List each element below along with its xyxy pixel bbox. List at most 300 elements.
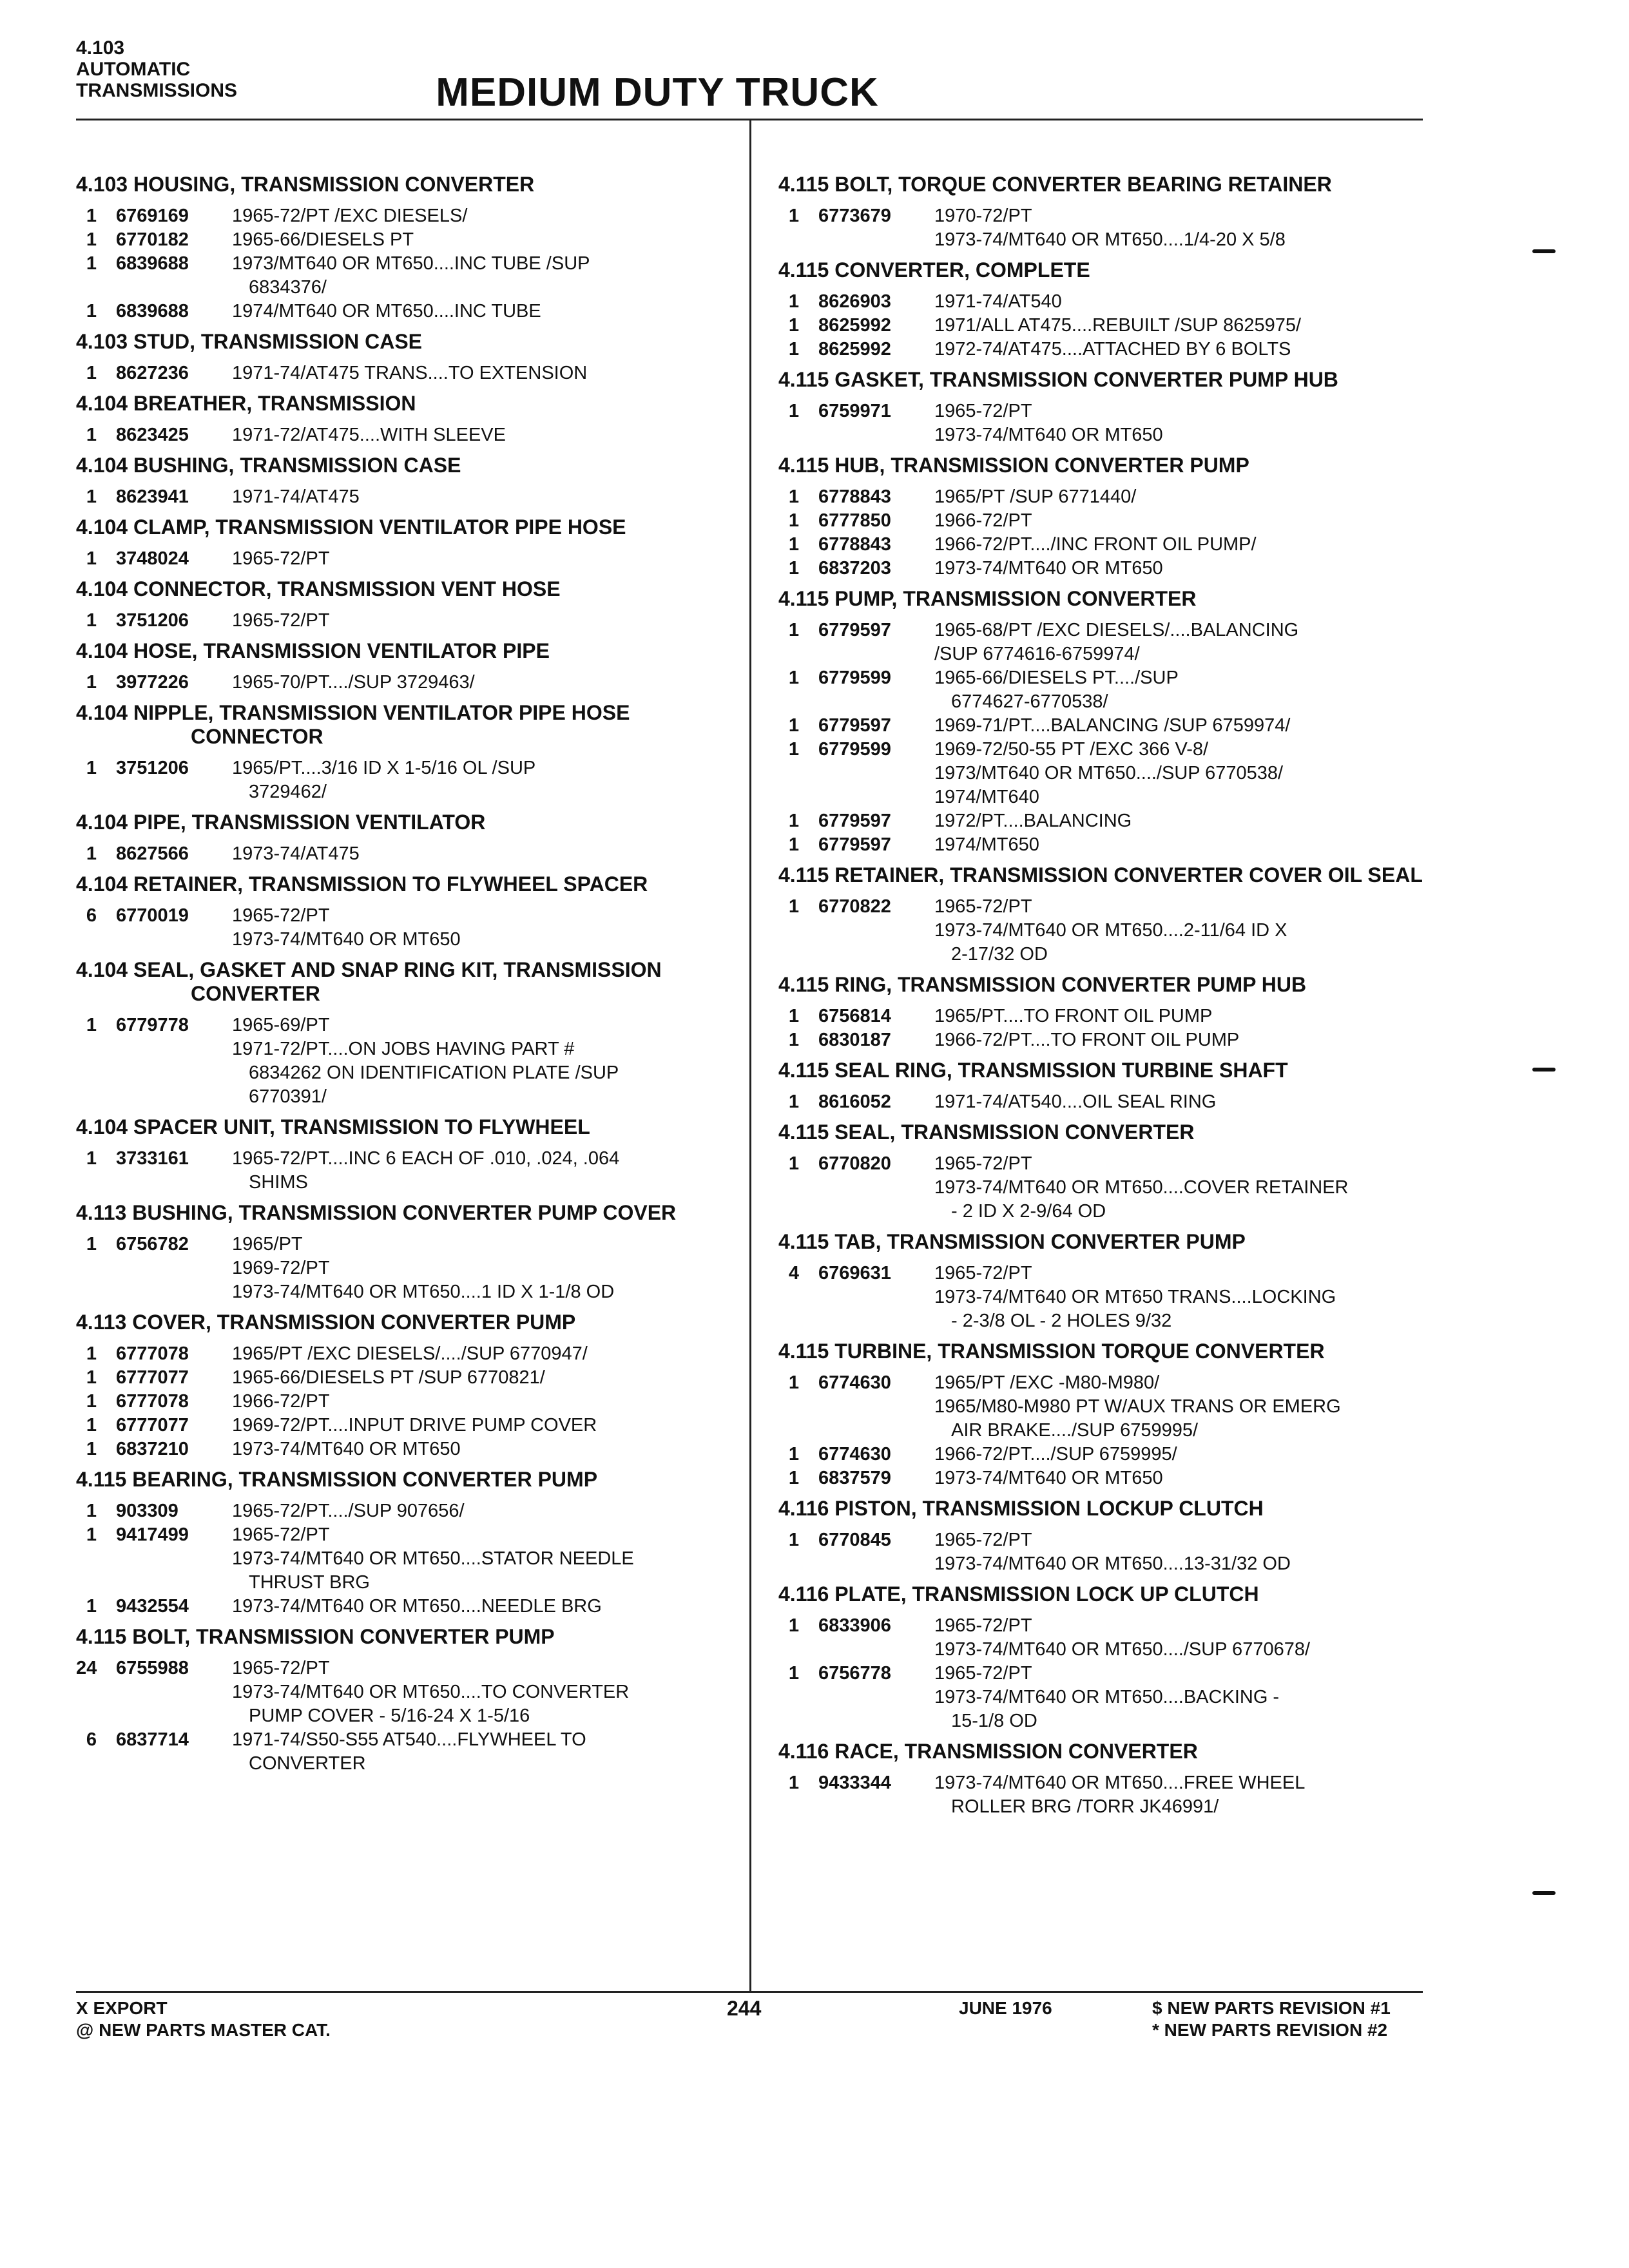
parts-section [76, 639, 746, 695]
parts-row [76, 1366, 746, 1390]
part-description [934, 666, 1449, 714]
description-line: 1972-74/AT475....ATTACHED BY 6 BOLTS [934, 339, 1291, 360]
quantity: 1 [788, 1006, 799, 1026]
part-number: 8623425 [116, 425, 189, 445]
parts-row [778, 557, 1449, 581]
description-line: 1965/PT /EXC -M80-M980/ [934, 1372, 1160, 1393]
section-heading: 4.104 BUSHING, TRANSMISSION CASE [76, 454, 461, 477]
description-line: 1973-74/MT640 OR MT650 [232, 929, 461, 950]
quantity: 1 [788, 206, 799, 226]
parts-section [778, 1340, 1449, 1490]
parts-section [778, 173, 1449, 252]
description-line: 1965-72/PT [934, 401, 1032, 421]
parts-row [778, 399, 1449, 447]
description-line: 1965-72/PT....INC 6 EACH OF .010, .024, .064 [232, 1148, 620, 1169]
description-line: 1971-74/AT540 [934, 291, 1062, 312]
parts-row [778, 809, 1449, 833]
description-line: 1965-72/PT [934, 1663, 1032, 1684]
part-number: 6770019 [116, 905, 189, 926]
quantity: 1 [788, 715, 799, 736]
parts-section [76, 515, 746, 571]
section-heading: 4.116 PLATE, TRANSMISSION LOCK UP CLUTCH [778, 1582, 1259, 1606]
part-number: 6769169 [116, 206, 189, 226]
part-description [232, 228, 746, 252]
description-line: 2-17/32 OD [951, 944, 1048, 965]
part-description [934, 1004, 1449, 1028]
part-description [232, 300, 746, 323]
quantity: 1 [788, 1153, 799, 1174]
parts-list [778, 485, 1449, 581]
quantity: 1 [86, 758, 97, 778]
quantity: 1 [788, 315, 799, 336]
quantity: 1 [788, 834, 799, 855]
quantity: 1 [86, 1015, 97, 1035]
quantity: 1 [788, 291, 799, 312]
part-number: 6837210 [116, 1439, 189, 1459]
parts-section [778, 973, 1449, 1052]
quantity: 1 [788, 1468, 799, 1488]
parts-section [778, 587, 1449, 857]
description-line: 1965-66/DIESELS PT..../SUP [934, 668, 1179, 688]
part-description [232, 1728, 746, 1776]
quantity: 1 [86, 301, 97, 322]
description-line: 1971-74/S50-S55 AT540....FLYWHEEL TO [232, 1729, 586, 1750]
description-line: 1965-66/DIESELS PT /SUP 6770821/ [232, 1367, 545, 1388]
part-number: 6755988 [116, 1658, 189, 1678]
part-description [934, 533, 1449, 557]
part-description [934, 895, 1449, 966]
parts-row [778, 714, 1449, 738]
description-line: 1965/PT....TO FRONT OIL PUMP [934, 1006, 1213, 1026]
quantity: 1 [86, 229, 97, 250]
parts-row [778, 1090, 1449, 1114]
part-number: 8627236 [116, 363, 189, 383]
parts-list [778, 895, 1449, 966]
parts-row [76, 252, 746, 300]
parts-row [778, 1443, 1449, 1466]
description-line: 1972/PT....BALANCING [934, 811, 1132, 831]
part-number: 8626903 [818, 291, 891, 312]
parts-row [76, 228, 746, 252]
description-line: 1966-72/PT..../SUP 6759995/ [934, 1444, 1177, 1465]
parts-row [76, 842, 746, 866]
description-line: 1969-72/PT....INPUT DRIVE PUMP COVER [232, 1415, 597, 1436]
part-number: 3733161 [116, 1148, 189, 1169]
description-line: 1974/MT650 [934, 834, 1039, 855]
part-number: 6769631 [818, 1263, 891, 1283]
parts-row [76, 485, 746, 509]
part-number: 6770845 [818, 1530, 891, 1550]
description-line: 1973/MT640 OR MT650..../SUP 6770538/ [934, 763, 1284, 783]
part-description [934, 485, 1449, 509]
description-line: 1966-72/PT....TO FRONT OIL PUMP [934, 1030, 1240, 1050]
section-heading: 4.104 CLAMP, TRANSMISSION VENTILATOR PIPE HOSE [76, 515, 626, 539]
parts-section [76, 872, 746, 952]
section-heading: 4.116 PISTON, TRANSMISSION LOCKUP CLUTCH [778, 1497, 1264, 1520]
parts-row [76, 1014, 746, 1109]
part-description [232, 547, 746, 571]
description-line: - 2-3/8 OL - 2 HOLES 9/32 [951, 1311, 1172, 1331]
part-number: 903309 [116, 1501, 178, 1521]
quantity: 1 [788, 534, 799, 555]
description-line: 1971-72/AT475....WITH SLEEVE [232, 425, 506, 445]
parts-row [778, 1028, 1449, 1052]
parts-section [778, 1120, 1449, 1224]
section-heading: 4.115 SEAL, TRANSMISSION CONVERTER [778, 1120, 1195, 1144]
parts-row [76, 1595, 746, 1619]
quantity: 1 [788, 339, 799, 360]
description-line: 1965-72/PT /EXC DIESELS/ [232, 206, 468, 226]
parts-row [778, 1466, 1449, 1490]
part-number: 6770182 [116, 229, 189, 250]
part-description [934, 1528, 1449, 1576]
section-heading: 4.104 RETAINER, TRANSMISSION TO FLYWHEEL SPACER [76, 872, 648, 896]
description-line: 6774627-6770538/ [951, 691, 1108, 712]
part-number: 6830187 [818, 1030, 891, 1050]
description-line: THRUST BRG [249, 1572, 370, 1593]
part-number: 3751206 [116, 758, 189, 778]
parts-section [76, 1115, 746, 1195]
parts-list [76, 671, 746, 695]
part-number: 6779597 [818, 715, 891, 736]
part-description [232, 485, 746, 509]
parts-row [778, 738, 1449, 809]
parts-list [76, 1233, 746, 1304]
description-line: 1966-72/PT [232, 1391, 330, 1412]
parts-row [778, 1004, 1449, 1028]
description-line: SHIMS [249, 1172, 308, 1193]
section-heading: 4.115 HUB, TRANSMISSION CONVERTER PUMP [778, 454, 1249, 477]
description-line: 1965-68/PT /EXC DIESELS/....BALANCING [934, 620, 1299, 640]
part-description [934, 833, 1449, 857]
quantity: 1 [86, 843, 97, 864]
part-number: 6770820 [818, 1153, 891, 1174]
description-line: 1971-74/AT475 TRANS....TO EXTENSION [232, 363, 588, 383]
section-number: 4.103 [76, 37, 125, 59]
parts-list [778, 1614, 1449, 1733]
legend-new-parts-master: @ NEW PARTS MASTER CAT. [76, 2020, 331, 2040]
quantity: 1 [86, 1343, 97, 1364]
parts-section [778, 258, 1449, 361]
description-line: 1965-72/PT [232, 548, 330, 569]
section-heading: 4.104 NIPPLE, TRANSMISSION VENTILATOR PIPE HOSE CONNECTOR [76, 701, 630, 748]
legend-revision-1: $ NEW PARTS REVISION #1 [1152, 1998, 1391, 2018]
quantity: 1 [788, 896, 799, 917]
part-description [934, 557, 1449, 581]
description-line: 1965-72/PT [232, 1524, 330, 1545]
section-heading: 4.103 HOUSING, TRANSMISSION CONVERTER [76, 173, 535, 196]
part-number: 6774630 [818, 1372, 891, 1393]
part-description [232, 1499, 746, 1523]
parts-row [76, 1147, 746, 1195]
parts-section [778, 1582, 1449, 1733]
parts-list [778, 290, 1449, 361]
quantity: 1 [788, 811, 799, 831]
section-heading: 4.115 SEAL RING, TRANSMISSION TURBINE SHAFT [778, 1059, 1288, 1082]
section-heading: 4.115 CONVERTER, COMPLETE [778, 258, 1090, 282]
part-description [232, 252, 746, 300]
description-line: 6834262 ON IDENTIFICATION PLATE /SUP [249, 1062, 619, 1083]
part-description [934, 399, 1449, 447]
description-line: 1969-72/50-55 PT /EXC 366 V-8/ [934, 739, 1209, 760]
left-column [76, 173, 746, 1782]
parts-section [778, 863, 1449, 966]
page-title: MEDIUM DUTY TRUCK [436, 70, 879, 115]
parts-section [76, 454, 746, 509]
parts-row [778, 1152, 1449, 1224]
part-description [232, 1657, 746, 1728]
part-description [232, 1366, 746, 1390]
part-description [934, 509, 1449, 533]
description-line: 1965-69/PT [232, 1015, 330, 1035]
part-description [934, 1262, 1449, 1333]
description-line: 1974/MT640 OR MT650....INC TUBE [232, 301, 541, 322]
quantity: 6 [86, 1729, 97, 1750]
part-number: 6777850 [818, 510, 891, 531]
parts-row [778, 338, 1449, 361]
quantity: 1 [86, 363, 97, 383]
description-line: 1973-74/MT640 OR MT650 [934, 558, 1163, 579]
part-number: 6779778 [116, 1015, 189, 1035]
description-line: 1973-74/AT475 [232, 843, 360, 864]
parts-list [76, 1342, 746, 1461]
legend-export: X EXPORT [76, 1998, 168, 2018]
parts-section [76, 577, 746, 633]
legend-revision-2: * NEW PARTS REVISION #2 [1152, 2020, 1388, 2040]
part-number: 6833906 [818, 1615, 891, 1636]
part-description [232, 756, 746, 804]
part-description [934, 290, 1449, 314]
part-number: 6839688 [116, 301, 189, 322]
parts-row [76, 1342, 746, 1366]
part-description [934, 714, 1449, 738]
parts-list [76, 1657, 746, 1776]
part-number: 6778843 [818, 486, 891, 507]
quantity: 1 [86, 1524, 97, 1545]
part-number: 6756782 [116, 1234, 189, 1254]
part-description [934, 1028, 1449, 1052]
part-description [232, 1437, 746, 1461]
parts-section [76, 701, 746, 804]
quantity: 1 [788, 1444, 799, 1465]
description-line: 1973-74/MT640 OR MT650....TO CONVERTER [232, 1682, 630, 1702]
description-line: 1973-74/MT640 OR MT650....COVER RETAINER [934, 1177, 1349, 1198]
part-number: 8625992 [818, 315, 891, 336]
part-description [232, 1014, 746, 1109]
section-heading: 4.115 TAB, TRANSMISSION CONVERTER PUMP [778, 1230, 1246, 1253]
quantity: 1 [788, 1372, 799, 1393]
parts-row [778, 833, 1449, 857]
parts-section [778, 368, 1449, 447]
quantity: 1 [86, 486, 97, 507]
margin-tick-mark [1532, 1068, 1556, 1072]
part-number: 8627566 [116, 843, 189, 864]
footer-legend-right [1152, 1997, 1391, 2041]
part-number: 6837714 [116, 1729, 189, 1750]
description-line: 1965-72/PT [934, 1263, 1032, 1283]
description-line: 6770391/ [249, 1086, 327, 1107]
part-number: 8616052 [818, 1091, 891, 1112]
description-line: 1965-72/PT [232, 905, 330, 926]
quantity: 1 [86, 610, 97, 631]
part-number: 6777077 [116, 1415, 189, 1436]
parts-row [778, 533, 1449, 557]
parts-list [778, 1771, 1449, 1819]
quantity: 1 [788, 1663, 799, 1684]
parts-row [778, 1371, 1449, 1443]
parts-list [778, 1528, 1449, 1576]
section-heading: 4.113 BUSHING, TRANSMISSION CONVERTER PUMP COVER [76, 1201, 677, 1224]
part-description [232, 1233, 746, 1304]
description-line: 1965/PT /EXC DIESELS/..../SUP 6770947/ [232, 1343, 588, 1364]
parts-row [76, 300, 746, 323]
description-line: 1973-74/MT640 OR MT650 TRANS....LOCKING [934, 1287, 1336, 1307]
part-description [934, 314, 1449, 338]
description-line: 1971-74/AT540....OIL SEAL RING [934, 1091, 1217, 1112]
parts-row [76, 204, 746, 228]
description-line: 1965-72/PT [232, 610, 330, 631]
section-heading: 4.104 SEAL, GASKET AND SNAP RING KIT, TRANSMISSION CONVERTER [76, 958, 662, 1005]
section-heading: 4.115 TURBINE, TRANSMISSION TORQUE CONVERTER [778, 1340, 1325, 1363]
parts-section [76, 811, 746, 866]
parts-row [76, 1437, 746, 1461]
quantity: 1 [788, 1091, 799, 1112]
parts-row [778, 666, 1449, 714]
quantity: 24 [76, 1658, 97, 1678]
description-line: 1966-72/PT..../INC FRONT OIL PUMP/ [934, 534, 1257, 555]
parts-list [778, 619, 1449, 857]
description-line: 1965-66/DIESELS PT [232, 229, 414, 250]
description-line: 1973-74/MT640 OR MT650....1/4-20 X 5/8 [934, 229, 1286, 250]
header-category [76, 37, 237, 101]
description-line: 1973-74/MT640 OR MT650 [934, 1468, 1163, 1488]
part-description [232, 1595, 746, 1619]
section-heading: 4.115 RING, TRANSMISSION CONVERTER PUMP HUB [778, 973, 1307, 996]
part-number: 8625992 [818, 339, 891, 360]
part-number: 9433344 [818, 1773, 891, 1793]
quantity: 1 [788, 1773, 799, 1793]
description-line: 1965/PT /SUP 6771440/ [934, 486, 1137, 507]
section-heading: 4.104 PIPE, TRANSMISSION VENTILATOR [76, 811, 486, 834]
part-number: 6778843 [818, 534, 891, 555]
parts-section [76, 330, 746, 385]
parts-list [76, 204, 746, 323]
part-description [232, 842, 746, 866]
quantity: 4 [788, 1263, 799, 1283]
part-description [934, 1614, 1449, 1662]
part-number: 6779597 [818, 834, 891, 855]
description-line: 1973-74/MT640 OR MT650....STATOR NEEDLE [232, 1548, 634, 1569]
parts-row [76, 756, 746, 804]
quantity: 1 [86, 1367, 97, 1388]
parts-row [76, 361, 746, 385]
description-line: 1971-72/PT....ON JOBS HAVING PART # [232, 1039, 575, 1059]
parts-row [76, 1414, 746, 1437]
quantity: 1 [788, 739, 799, 760]
section-heading: 4.104 CONNECTOR, TRANSMISSION VENT HOSE [76, 577, 561, 601]
description-line: 1965-72/PT [934, 1615, 1032, 1636]
part-description [232, 204, 746, 228]
section-heading: 4.115 BEARING, TRANSMISSION CONVERTER PUMP [76, 1468, 598, 1491]
part-number: 6779597 [818, 811, 891, 831]
quantity: 1 [86, 1148, 97, 1169]
parts-list [76, 361, 746, 385]
section-heading: 4.104 BREATHER, TRANSMISSION [76, 392, 416, 415]
parts-list [76, 547, 746, 571]
part-description [232, 1414, 746, 1437]
column-divider [749, 119, 751, 1992]
parts-section [76, 1625, 746, 1776]
part-description [934, 1771, 1449, 1819]
description-line: 1973-74/MT640 OR MT650....NEEDLE BRG [232, 1596, 602, 1617]
part-number: 6837579 [818, 1468, 891, 1488]
parts-row [778, 1528, 1449, 1576]
part-description [934, 204, 1449, 252]
category-line-2: TRANSMISSIONS [76, 80, 238, 101]
description-line: CONVERTER [249, 1753, 366, 1774]
parts-row [76, 671, 746, 695]
part-number: 6770822 [818, 896, 891, 917]
parts-list [76, 1499, 746, 1619]
section-heading: 4.115 GASKET, TRANSMISSION CONVERTER PUMP HUB [778, 368, 1338, 391]
description-line: 1973-74/MT640 OR MT650 [934, 425, 1163, 445]
parts-row [76, 547, 746, 571]
section-heading: 4.115 BOLT, TRANSMISSION CONVERTER PUMP [76, 1625, 555, 1648]
parts-list [76, 423, 746, 447]
description-line: 1965-72/PT [934, 1153, 1032, 1174]
section-heading: 4.104 HOSE, TRANSMISSION VENTILATOR PIPE [76, 639, 550, 662]
quantity: 1 [788, 1030, 799, 1050]
part-number: 6759971 [818, 401, 891, 421]
description-line: 15-1/8 OD [951, 1711, 1037, 1731]
parts-list [76, 485, 746, 509]
part-description [232, 1390, 746, 1414]
parts-list [76, 842, 746, 866]
parts-section [778, 1230, 1449, 1333]
parts-list [778, 399, 1449, 447]
description-line: 1973-74/MT640 OR MT650....BACKING - [934, 1687, 1280, 1707]
parts-list [76, 756, 746, 804]
part-number: 6837203 [818, 558, 891, 579]
part-number: 6774630 [818, 1444, 891, 1465]
part-number: 6756814 [818, 1006, 891, 1026]
footer-rule [76, 1991, 1423, 1993]
part-number: 6756778 [818, 1663, 891, 1684]
description-line: 1966-72/PT [934, 510, 1032, 531]
parts-list [76, 609, 746, 633]
parts-row [778, 1262, 1449, 1333]
right-column [778, 173, 1449, 1825]
quantity: 1 [788, 486, 799, 507]
part-number: 6777078 [116, 1343, 189, 1364]
description-line: 1965/M80-M980 PT W/AUX TRANS OR EMERG [934, 1396, 1341, 1417]
part-number: 6779599 [818, 739, 891, 760]
part-description [934, 738, 1449, 809]
quantity: 1 [788, 668, 799, 688]
description-line: 1973-74/MT640 OR MT650....FREE WHEEL [934, 1773, 1306, 1793]
parts-row [778, 1662, 1449, 1733]
margin-tick-mark [1532, 1891, 1556, 1895]
parts-row [76, 904, 746, 952]
quantity: 1 [788, 401, 799, 421]
quantity: 1 [86, 1439, 97, 1459]
part-description [934, 809, 1449, 833]
parts-section [778, 1740, 1449, 1819]
parts-list [778, 1371, 1449, 1490]
parts-row [778, 509, 1449, 533]
quantity: 1 [86, 425, 97, 445]
part-description [232, 1147, 746, 1195]
